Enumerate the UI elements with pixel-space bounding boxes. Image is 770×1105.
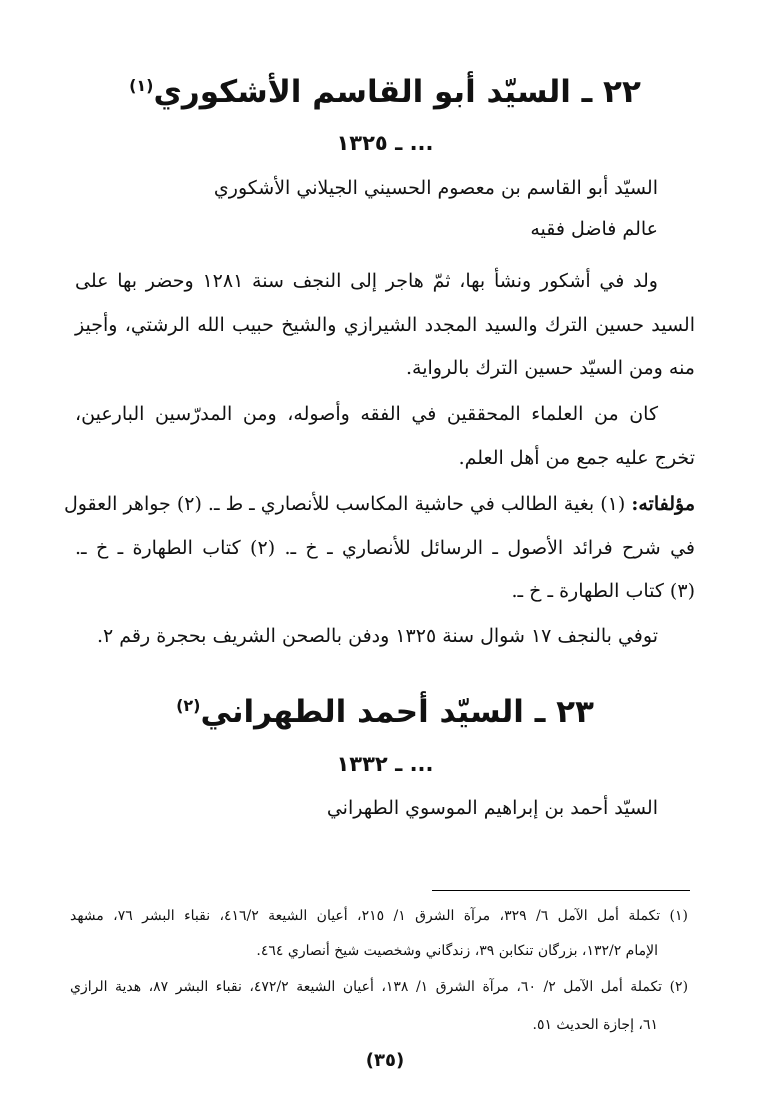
footnote-ref: (١)	[129, 76, 154, 95]
footnote-separator	[432, 890, 690, 891]
death-line: توفي بالنجف ١٧ شوال سنة ١٣٢٥ ودفن بالصحن الشريف بحجرة رقم ٢.	[96, 625, 658, 647]
page-number: (٣٥)	[365, 1050, 405, 1071]
paragraph-line: كان من العلماء المحققين في الفقه وأصوله، ومن المدرّسين البارعين،	[75, 403, 658, 425]
entry-dates: ... ـ ١٣٣٢	[336, 752, 434, 776]
footnote-line: (١) تكملة أمل الآمل ٦/ ٣٢٩، مرآة الشرق ١/ ٢١٥، أعيان الشيعة ٤١٦/٢، نقباء البشر ٧٦، مشهد	[70, 908, 689, 924]
paragraph-line: السيد حسين الترك والسيد المجدد الشيرازي والشيخ حبيب الله الرشتي، وأجيز	[75, 314, 695, 336]
paragraph-line: تخرج عليه جمع من أهل العلم.	[458, 447, 695, 469]
entry-dates: ... ـ ١٣٢٥	[336, 131, 434, 155]
footnote-line: الإمام ١٣٢/٢، بزرگان تنكابن ٣٩، زندگاني وشخصيت شيخ أنصاري ٤٦٤.	[256, 943, 658, 959]
paragraph-line: السيّد أبو القاسم بن معصوم الحسيني الجيلاني الأشكوري	[213, 177, 658, 199]
entry-heading-text: ٢٣ ـ السيّد أحمد الطهراني	[200, 694, 594, 730]
paragraph-line: منه ومن السيّد حسين الترك بالرواية.	[406, 357, 695, 379]
footnote-line: (٢) تكملة أمل الآمل ٢/ ٦٠، مرآة الشرق ١/ ١٣٨، أعيان الشيعة ٤٧٢/٢، نقباء البشر ٨٧، هدية الرازي	[70, 979, 689, 995]
paragraph-line: عالم فاضل فقيه	[530, 218, 658, 240]
paragraph-line: السيّد أحمد بن إبراهيم الموسوي الطهراني	[326, 797, 658, 819]
works-line: في شرح فرائد الأصول ـ الرسائل للأنصاري ـ خ ـ. (٢) كتاب الطهارة ـ خ ـ.	[75, 537, 695, 559]
works-line: (٣) كتاب الطهارة ـ خ ـ.	[511, 580, 695, 602]
works-label: مؤلفاته:	[631, 493, 695, 515]
paragraph-line: ولد في أشكور ونشأ بها، ثمّ هاجر إلى النجف سنة ١٢٨١ وحضر بها على	[75, 270, 658, 292]
footnote-ref: (٢)	[176, 696, 201, 715]
entry-heading	[60, 692, 710, 732]
entry-heading	[60, 72, 710, 112]
works-text: (١) بغية الطالب في حاشية المكاسب للأنصاري ـ ط ـ. (٢) جواهر العقول	[63, 493, 626, 515]
footnote-line: ٦١، إجازة الحديث ٥١.	[532, 1017, 658, 1033]
entry-heading-text: ٢٢ ـ السيّد أبو القاسم الأشكوري	[153, 74, 641, 110]
works-line	[63, 489, 695, 519]
